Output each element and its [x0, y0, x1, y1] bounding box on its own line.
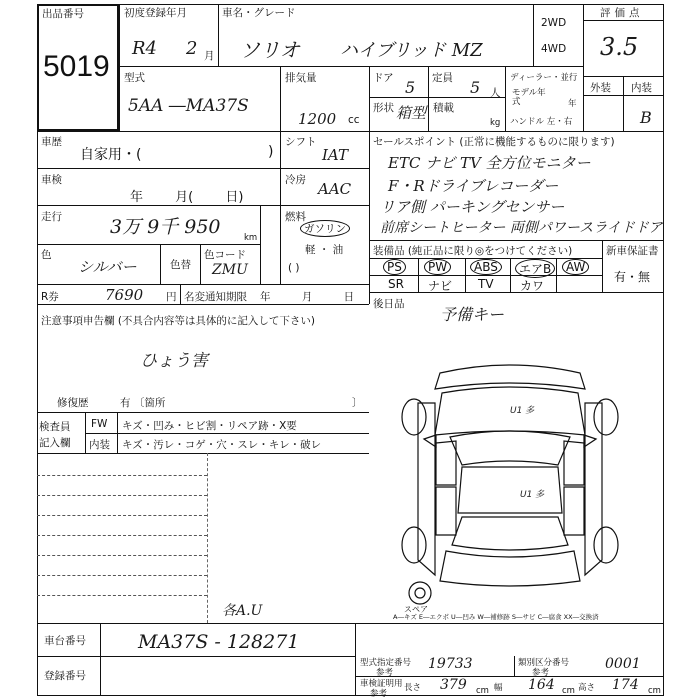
fuel-label: 燃料: [285, 211, 306, 223]
equip-pw: PW: [424, 259, 451, 275]
model-year-label: モデル年式: [512, 88, 546, 107]
weight-unit: kg: [490, 118, 501, 128]
diagram-mark: U1 多: [520, 490, 545, 500]
color-code-label: 色コード: [204, 249, 246, 261]
later-items-value: 予備キー: [440, 305, 505, 324]
equip-tv: TV: [478, 277, 494, 291]
vehicle-condition-diagram: [380, 355, 640, 615]
capacity-value: 5: [470, 78, 481, 97]
inspection-value: 年 月( 日): [130, 190, 244, 205]
class-sub: 参考: [532, 668, 550, 678]
height-value: 174: [612, 677, 639, 693]
shift-value: IAT: [322, 146, 348, 164]
fuel-gasoline: ガソリン: [300, 220, 350, 237]
equip-abs: ABS: [470, 259, 502, 275]
model-year-unit: 年: [568, 99, 577, 109]
class-value: 0001: [605, 656, 641, 672]
mileage-label: 走行: [41, 211, 62, 223]
height-label: 高さ: [578, 683, 596, 693]
equip-sr: SR: [388, 277, 404, 291]
repair-close: 〕: [352, 397, 363, 409]
interior-label: 内装: [631, 82, 652, 94]
class-label: 類別区分番号: [518, 658, 570, 668]
width-label: 幅: [494, 683, 503, 693]
inspection-label: 車検: [41, 174, 62, 186]
name-change-label: 名変通知期限: [184, 291, 247, 303]
fuel-other: ( ): [288, 262, 300, 274]
history-close: ): [268, 144, 274, 160]
type-cert-value: 19733: [428, 656, 473, 672]
spare-label: スペア: [404, 605, 428, 614]
registration-year: R4: [132, 38, 158, 59]
iw-text: キズ・汚レ・コゲ・穴・スレ・キレ・破レ: [122, 439, 322, 451]
diagram-bottom-note: 各A.U: [222, 603, 263, 619]
history-value: 自家用・(: [80, 147, 142, 163]
fuel-light-oil: 軽 ・ 油: [305, 244, 344, 256]
length-label: 長さ: [404, 683, 422, 693]
car-grade: ハイブリッド MZ: [340, 40, 483, 61]
iw-label: 内装: [89, 439, 110, 451]
handle-label: ハンドル 左・右: [510, 117, 573, 127]
score-label: 評価点: [600, 7, 644, 19]
equipment-label: 装備品 (純正品に限り◎をつけてください): [373, 245, 573, 257]
damage-legend: A―キズ E―エクボ U―凹み W―補修跡 S―サビ C―腐食 XX―交換済: [393, 613, 599, 621]
doors-label: ドア: [373, 72, 394, 84]
sales-point-line: リア側 パーキングセンサー: [380, 198, 565, 216]
ac-label: 冷房: [285, 174, 306, 186]
sales-point-line: F・Rドライブレコーダー: [388, 177, 559, 195]
recycle-unit: 円: [166, 291, 177, 303]
color-label: 色: [41, 249, 52, 261]
equip-aw: AW: [562, 259, 589, 275]
equip-leather: カワ: [520, 279, 545, 293]
dims-sub: 参考: [370, 689, 388, 699]
fw-text: キズ・凹み・ヒビ割・リペア跡・X要: [122, 420, 297, 432]
type-cert-label: 型式指定番号: [360, 658, 412, 668]
notes-label: 注意事項申告欄 (不具合内容等は具体的に記入して下さい): [41, 315, 316, 327]
body-value: 箱型: [396, 104, 427, 122]
drive-4wd: 4WD: [541, 43, 567, 55]
inspector-label-2: 記入欄: [39, 437, 71, 449]
recycle-value: 7690: [105, 286, 144, 304]
repair-value: 有 〔箇所: [120, 397, 166, 409]
warranty-label: 新車保証書: [606, 245, 659, 257]
length-value: 379: [440, 677, 467, 693]
sales-points-label: セールスポイント (正常に機能するものに限ります): [373, 136, 615, 148]
score-value: 3.5: [600, 33, 639, 61]
sales-point-line: ETC ナビ TV 全方位モニター: [388, 154, 591, 172]
interior-grade: B: [640, 108, 652, 127]
inspector-label: 検査員: [39, 421, 71, 433]
mileage-value: 3万 9千 950: [110, 216, 221, 238]
ac-value: AAC: [318, 180, 352, 198]
diagram-mark: U1 多: [510, 406, 535, 416]
type-cert-sub: 参考: [376, 668, 394, 678]
length-unit: cm: [476, 686, 489, 696]
weight-label: 積載: [433, 102, 454, 114]
lot-number: 5019: [43, 50, 110, 83]
displacement-value: 1200: [298, 110, 337, 128]
exterior-label: 外装: [590, 82, 611, 94]
color-code-value: ZMU: [212, 262, 248, 278]
model-value: 5AA ―MA37S: [128, 96, 249, 116]
warranty-value: 有・無: [614, 270, 651, 284]
car-name: ソリオ: [240, 38, 300, 62]
capacity-unit: 人: [490, 87, 501, 99]
equip-navi: ナビ: [428, 279, 453, 293]
height-unit: cm: [648, 686, 661, 696]
color-change-label: 色替: [170, 259, 191, 271]
repair-label: 修復歴: [57, 397, 89, 409]
shift-label: シフト: [285, 136, 317, 148]
model-label: 型式: [124, 72, 145, 84]
width-value: 164: [528, 677, 555, 693]
first-registration-label: 初度登録年月: [124, 7, 187, 19]
later-items-label: 後日品: [373, 298, 405, 310]
car-name-label: 車名・グレード: [222, 7, 296, 19]
recycle-label: R券: [41, 291, 59, 303]
dealer-label: ディーラー・並行: [510, 73, 578, 83]
sales-point-line: 前席シートヒーター 両側パワースライドドア: [380, 220, 663, 236]
chassis-label: 車台番号: [44, 635, 86, 647]
body-label: 形状: [373, 102, 394, 114]
chassis-value: MA37S - 128271: [138, 631, 300, 653]
displacement-label: 排気量: [285, 72, 317, 84]
lot-label: 出品番号: [42, 8, 84, 20]
name-change-value: 年 月 日: [260, 291, 355, 303]
registration-label: 登録番号: [44, 670, 86, 682]
dims-label: 車検証明用: [360, 679, 403, 689]
displacement-unit: cc: [348, 114, 360, 126]
equip-ps: PS: [383, 259, 406, 275]
capacity-label: 定員: [432, 72, 453, 84]
notes-handwritten: ひょう害: [140, 351, 208, 371]
history-label: 車歴: [41, 136, 62, 148]
doors-value: 5: [405, 78, 416, 97]
equip-airbag: エアB: [515, 259, 555, 278]
month-unit: 月: [204, 50, 215, 62]
registration-month: 2: [186, 38, 198, 59]
color-value: シルバー: [78, 258, 137, 276]
width-unit: cm: [562, 686, 575, 696]
drive-2wd: 2WD: [541, 17, 567, 29]
mileage-unit: km: [244, 233, 258, 243]
fw-label: FW: [91, 418, 108, 430]
